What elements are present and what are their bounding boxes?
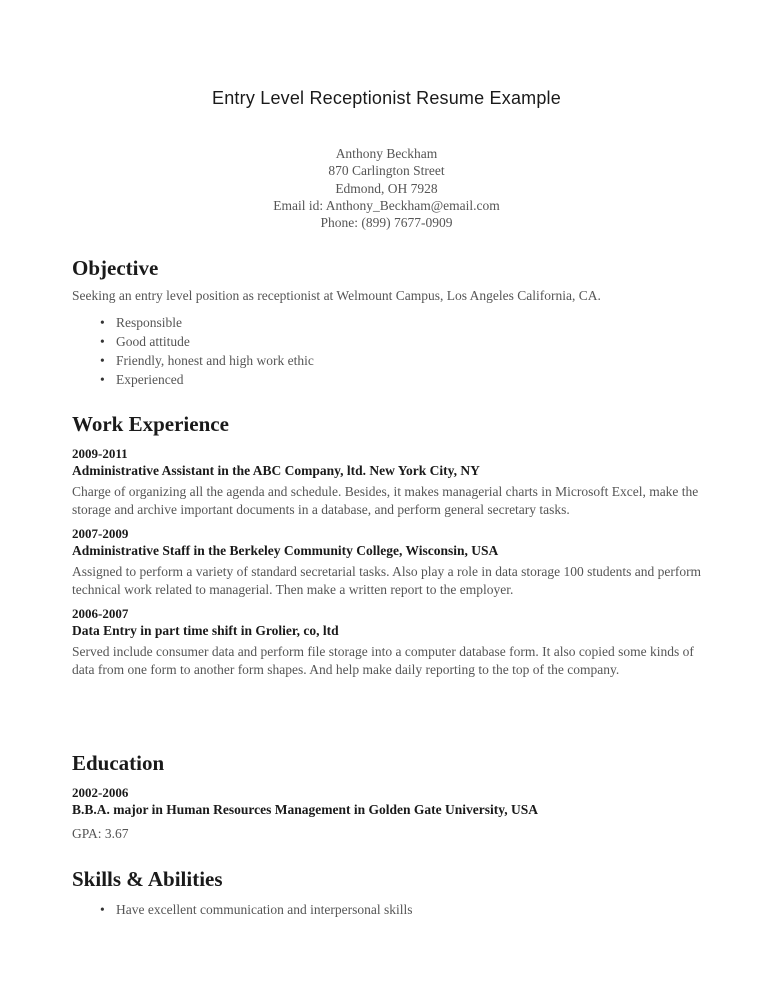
list-item [100, 313, 712, 332]
list-item-text: Have excellent communication and interpersonal skills [116, 902, 413, 917]
work-experience-section [72, 411, 712, 679]
objective-heading: Objective [72, 256, 159, 280]
contact-street: 870 Carlington Street [328, 163, 445, 179]
job-description: Assigned to perform a variety of standard secretarial tasks. Also play a role in data storage 100 students and perform technical work related to managerial. Then make a written report to the employer. [72, 564, 702, 597]
job-dates: 2007-2009 [72, 526, 129, 541]
list-item-text: Responsible [116, 315, 182, 330]
work-experience-heading: Work Experience [72, 412, 229, 436]
job-description: Charge of organizing all the agenda and schedule. Besides, it makes managerial charts in Microsoft Excel, make the storage and archive important documents in a database, and perform general secretary tasks. [72, 484, 699, 517]
list-item-text: Friendly, honest and high work ethic [116, 353, 314, 368]
job-title: Data Entry in part time shift in Grolier, co, ltd [72, 623, 339, 638]
bullet-icon: • [100, 334, 105, 349]
bullet-icon: • [100, 353, 105, 368]
bullet-icon: • [100, 315, 105, 330]
education-dates: 2002-2006 [72, 785, 129, 800]
contact-email: Email id: Anthony_Beckham@email.com [273, 197, 500, 213]
education-heading: Education [72, 751, 165, 775]
job-dates: 2009-2011 [72, 446, 128, 461]
list-item-text: Good attitude [116, 334, 190, 349]
skills-heading: Skills & Abilities [72, 867, 223, 891]
list-item [100, 900, 712, 919]
education-section [72, 750, 712, 843]
objective-bullet-list [72, 313, 712, 389]
bullet-icon: • [100, 372, 105, 387]
skills-section [72, 866, 712, 919]
document-title: Entry Level Receptionist Resume Example [212, 88, 561, 108]
skills-bullet-list [72, 900, 712, 919]
education-degree: B.B.A. major in Human Resources Management in Golden Gate University, USA [72, 802, 539, 817]
contact-phone: Phone: (899) 7677-0909 [320, 215, 453, 231]
job-dates: 2006-2007 [72, 606, 129, 621]
contact-block [0, 145, 773, 231]
job-title: Administrative Assistant in the ABC Company, ltd. New York City, NY [72, 463, 480, 478]
education-gpa: GPA: 3.67 [72, 826, 129, 841]
list-item [100, 351, 712, 370]
list-item-text: Experienced [116, 372, 184, 387]
job-entry [72, 525, 712, 599]
bullet-icon: • [100, 902, 105, 917]
job-entry [72, 605, 712, 679]
objective-text: Seeking an entry level position as receptionist at Welmount Campus, Los Angeles California, CA. [72, 288, 601, 303]
contact-name: Anthony Beckham [335, 146, 438, 161]
job-entry [72, 445, 712, 519]
job-description: Served include consumer data and perform file storage into a computer database form. It also copied some kinds of data from one form to another form shapes. And help make daily reporting to the top of the company. [72, 644, 694, 677]
list-item [100, 332, 712, 351]
job-title: Administrative Staff in the Berkeley Community College, Wisconsin, USA [72, 543, 499, 558]
contact-city: Edmond, OH 7928 [335, 180, 438, 196]
list-item [100, 370, 712, 389]
objective-section [72, 255, 712, 389]
